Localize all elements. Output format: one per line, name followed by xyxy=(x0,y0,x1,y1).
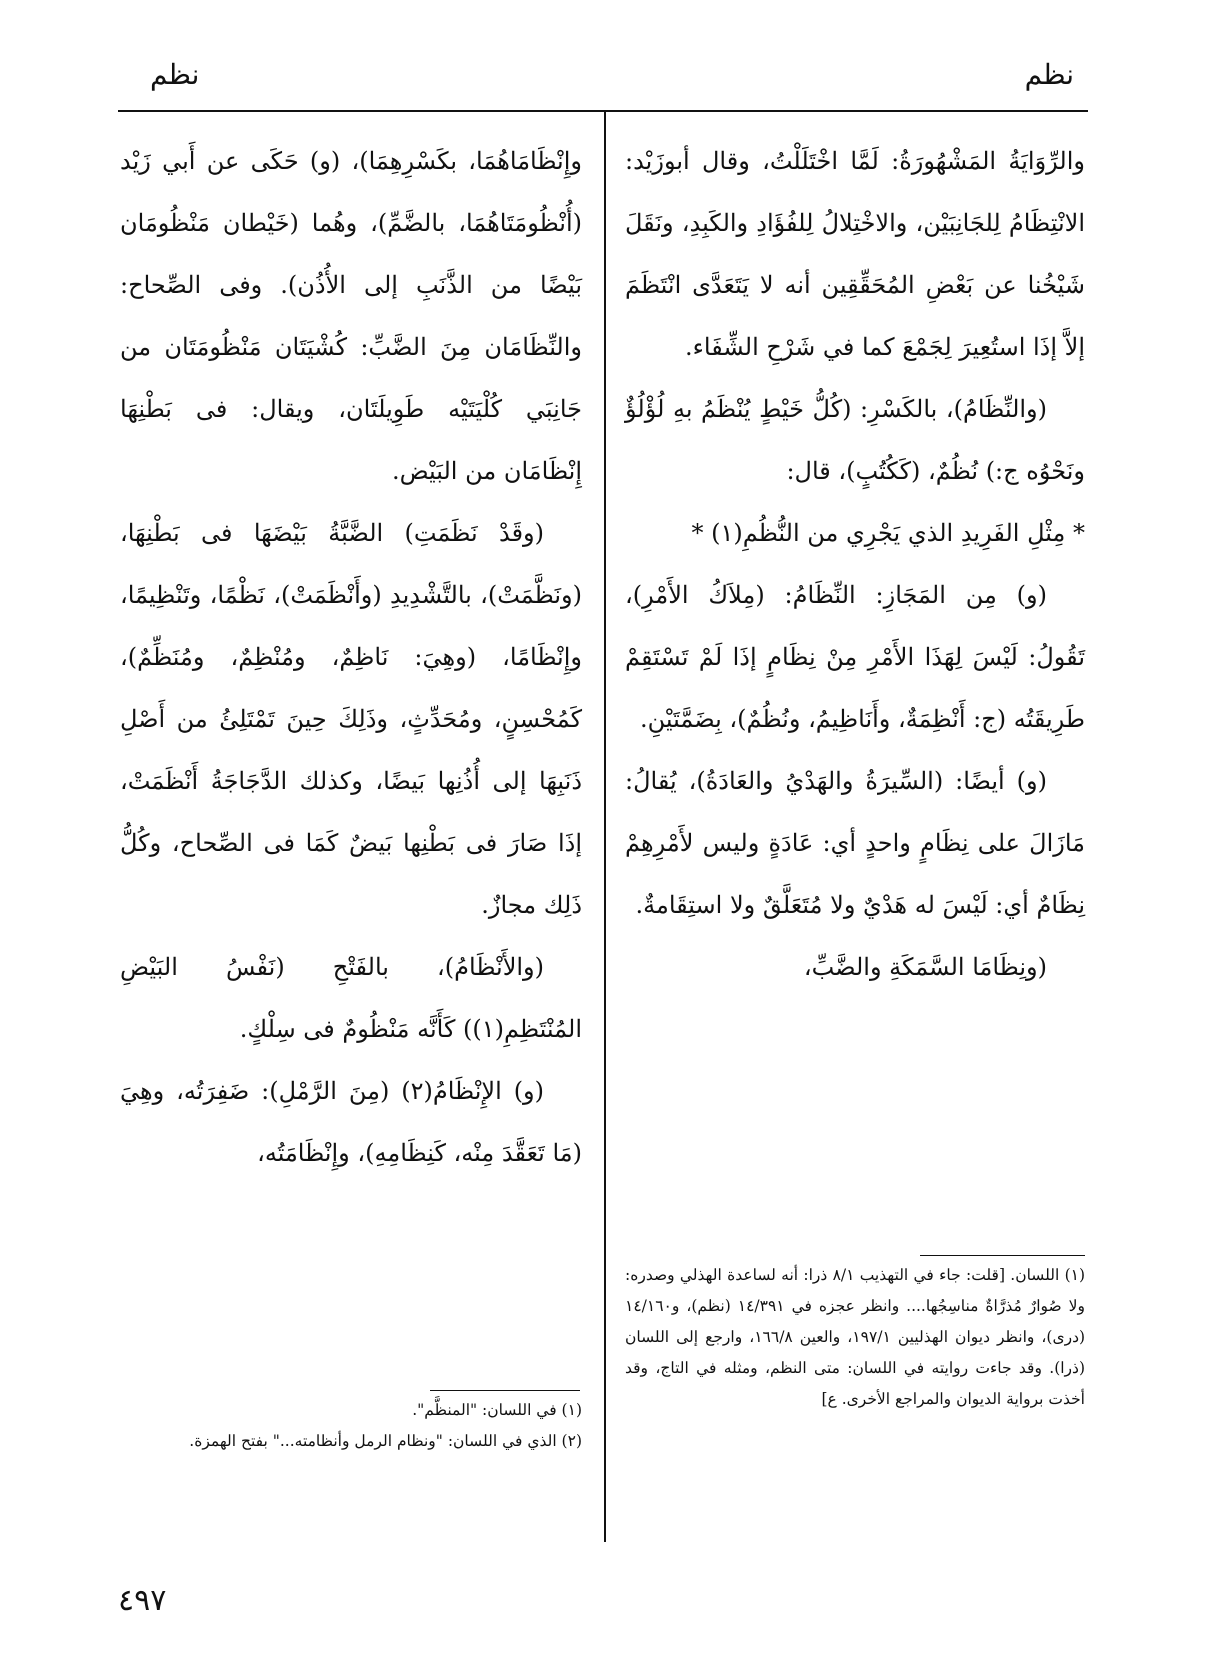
footnote-left-item: (٢) الذي في اللسان: "ونظام الرمل وأنظامته..." بفتح الهمزة. xyxy=(189,1432,582,1450)
right-paragraph: (و) أيضًا: (السِّيرَةُ والهَدْيُ والعَادَةُ)، يُقالُ: مَازَالَ على نِظَامٍ واحدٍ أي: عَادَةٍ وليس لأَمْرِهِمْ نِظَامٌ أي: لَيْسَ له هَدْيٌ ولا مُتَعَلَّقٌ ولا استِقَامةٌ. xyxy=(625,767,1085,919)
left-paragraph: (والأَنْظَامُ)، بالفَتْحِ (نَفْسُ البَيْضِ المُنْتَظِمِ(١)) كَأَنَّه مَنْظُومٌ فى سِلْكٍ. xyxy=(120,953,582,1043)
footnote-rule-left xyxy=(430,1390,580,1391)
footnote-right: (١) اللسان. [قلت: جاء في التهذيب ٨/١ ذرا: أنه لساعدة الهذلي وصدره: ولا صُوارٌ مُذرَّاةٌ مناسِجُها.... وانظر عجزه في ١٤/٣٩١ (نظم)، و١٤/١٦٠ (درى)، وانظر ديوان الهذليين ١٩٧/١، والعين ١٦٦/٨، وارجع إلى اللسان (ذرا). وقد جاءت روايته في اللسان: متى النظم، ومثله في التاج، وقد أخذت برواية الديوان والمراجع الأخرى. ع] xyxy=(625,1266,1086,1408)
right-paragraph: (و) مِن المَجَازِ: النِّظَامُ: (مِلاَكُ الأَمْرِ)، تَقُولُ: لَيْسَ لِهَذَا الأَمْرِ مِنْ نِظَامٍ إذَا لَمْ تَسْتَقِمْ طَرِيقَتُه (ج: أَنْظِمَةٌ، وأَنَاظِيمُ، ونُظُمٌ)، بِضَمَّتَيْنِ. xyxy=(625,581,1085,733)
verse-line: * مِثْلِ الفَرِيدِ الذي يَجْرِي من النُّظُمِ(١) * xyxy=(691,519,1085,547)
footnotes-left xyxy=(120,1395,582,1457)
column-divider xyxy=(604,112,606,1542)
running-header-right: نظم xyxy=(1024,58,1074,91)
footnote-left-item: (١) في اللسان: "المنظَّم". xyxy=(412,1401,582,1419)
running-header-left: نظم xyxy=(150,58,200,91)
right-paragraph: والرِّوَايَةُ المَشْهُورَةُ: لَمَّا اخْتَلَلْتُ، وقال أبوزَيْد: الانْتِظَامُ لِلجَانِبَيْن، والاخْتِلالُ لِلفُؤَادِ والكَبِدِ، ونَقَلَ شَيْخُنا عن بَعْضِ المُحَقِّقِين أنه لا يَتَعَدَّى انْتَظَمَ إلاَّ إذَا استُعِيرَ لِجَمْعَ كما في شَرْحِ الشِّفَاء. xyxy=(625,147,1085,361)
header-rule xyxy=(118,110,1088,112)
right-paragraph: (ونِظَامَا السَّمَكَةِ والضَّبِّ، xyxy=(803,953,1047,981)
left-column xyxy=(120,130,582,1184)
right-paragraph: (والنِّظَامُ)، بالكَسْرِ: (كُلُّ خَيْطٍ يُنْظَمُ بهِ لُؤْلُؤٌ ونَحْوُه ج:) نُظُمٌ، (كَكُتُبٍ)، قال: xyxy=(625,395,1085,485)
page-number: ٤٩٧ xyxy=(118,1583,167,1618)
footnote-rule-right xyxy=(920,1255,1085,1256)
left-paragraph: (وقَدْ نَظَمَتِ) الضَّبَّةُ بَيْضَهَا فى بَطْنِهَا، (ونَظَّمَتْ)، بالتَّشْدِيدِ (وأَنْظَمَتْ)، نَظْمًا، وتَنْظِيمًا، وإِنْظَامًا، (وهِيَ: نَاظِمٌ، ومُنْظِمٌ، ومُنَظِّمٌ)، كَمُحْسِنٍ، ومُحَدِّثٍ، وذَلِكَ حِينَ تَمْتَلِئُ من أَصْلِ ذَنَبِهَا إلى أُذُنِها بَيضًا، وكذلك الدَّجَاجَةُ أَنْظَمَتْ، إذَا صَارَ فى بَطْنِها بَيضٌ كَمَا فى الصِّحاح، وكُلُّ ذَلِك مجازٌ. xyxy=(120,519,582,919)
left-paragraph: (و) الإِنْظَامُ(٢) (مِنَ الرَّمْلِ): ضَفِرَتُه، وهِيَ (مَا تَعَقَّدَ مِنْه، كَنِظَامِهِ)، وإِنْظَامَتُه، xyxy=(120,1077,582,1167)
right-column xyxy=(625,130,1085,998)
left-paragraph: وإِنْظَامَاهُمَا، بكَسْرِهِمَا)، (و) حَكَى عن أَبي زَيْد (أُنْظُومَتَاهُمَا، بالضَّمِّ)، وهُما (خَيْطان مَنْظُومَان بَيْضًا من الذَّنَبِ إلى الأُذُن). وفى الصِّحاح: والنِّظَامَان مِنَ الضَّبِّ: كُشْيَتَان مَنْظُومَتَان من جَانِبَي كُلْيَتَيْه طَوِيلَتَان، ويقال: فى بَطْنِهَا إِنْظَامَان من البَيْض. xyxy=(120,147,582,485)
